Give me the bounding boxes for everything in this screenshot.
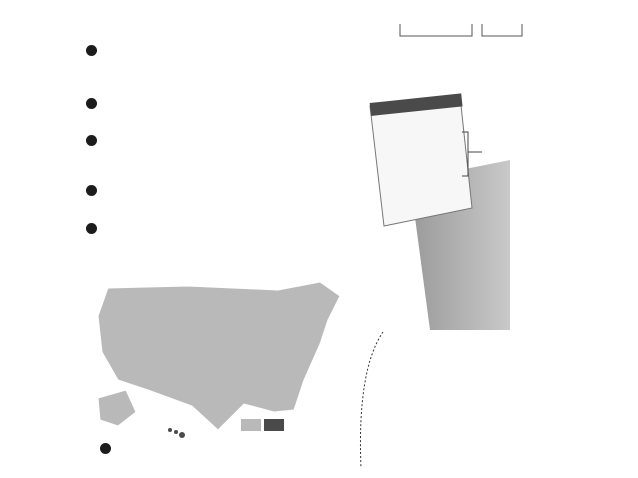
step-1 [86,45,378,60]
hawaii-shape [168,428,185,438]
step-4 [86,185,378,200]
us-electoral-map [88,280,350,440]
step-2 [86,98,378,113]
map-legend-light [241,419,261,431]
step-number [86,98,97,109]
step-5 [86,223,382,238]
opposing-seats-illustration [380,308,540,428]
step-number [86,45,97,56]
map-legend-dark [264,419,284,431]
step-number [86,185,97,196]
step-number [100,443,111,454]
ballot-illustration [350,90,510,330]
total-seats-illustration [372,22,552,84]
slate-bracket [460,130,486,180]
step-3 [86,135,378,150]
step-number [86,135,97,146]
dotted-arc [355,330,385,470]
step-number [86,223,97,234]
step-6 [100,443,376,458]
alaska-shape [98,390,136,426]
